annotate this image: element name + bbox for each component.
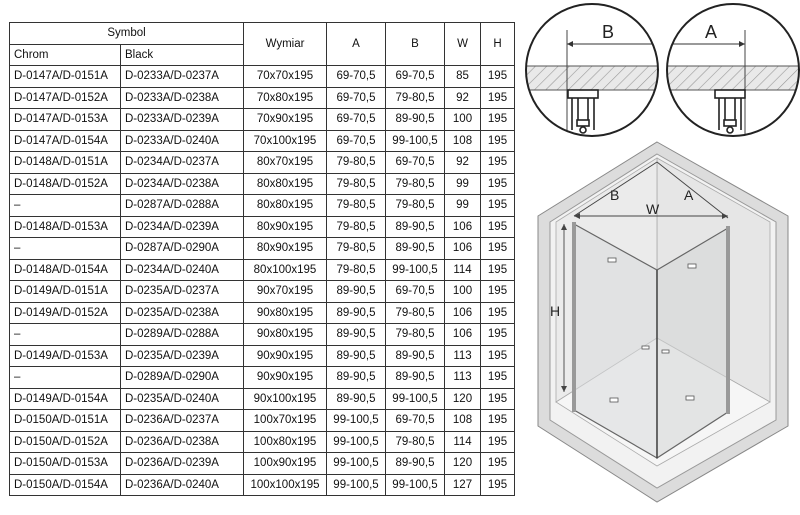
cell-wymiar: 70x90x195 <box>244 109 327 131</box>
cell-chrom: D-0149A/D-0151A <box>10 281 121 303</box>
cell-black: D-0233A/D-0240A <box>121 130 244 152</box>
cell-wymiar: 90x90x195 <box>244 345 327 367</box>
table-row <box>10 173 515 195</box>
cell-black: D-0235A/D-0237A <box>121 281 244 303</box>
cell-h: 195 <box>481 130 515 152</box>
cell-b: 69-70,5 <box>386 410 445 432</box>
cell-a: 79-80,5 <box>327 173 386 195</box>
cell-wymiar: 80x90x195 <box>244 238 327 260</box>
cell-w: 99 <box>445 173 481 195</box>
cell-chrom: D-0150A/D-0151A <box>10 410 121 432</box>
cell-chrom: D-0149A/D-0153A <box>10 345 121 367</box>
cell-h: 195 <box>481 474 515 496</box>
wall-hatch <box>522 66 662 90</box>
table-row <box>10 431 515 453</box>
enclosure-label-h: H <box>550 303 561 319</box>
cell-a: 89-90,5 <box>327 367 386 389</box>
cell-chrom: – <box>10 367 121 389</box>
cell-chrom: D-0149A/D-0152A <box>10 302 121 324</box>
cell-chrom: D-0150A/D-0153A <box>10 453 121 475</box>
cell-b: 99-100,5 <box>386 130 445 152</box>
detail-label-b: B <box>602 22 615 42</box>
cell-wymiar: 100x100x195 <box>244 474 327 496</box>
table-row <box>10 66 515 88</box>
cell-wymiar: 90x100x195 <box>244 388 327 410</box>
cell-black: D-0233A/D-0239A <box>121 109 244 131</box>
cell-h: 195 <box>481 87 515 109</box>
cell-wymiar: 80x100x195 <box>244 259 327 281</box>
table-row <box>10 474 515 496</box>
cell-a: 69-70,5 <box>327 66 386 88</box>
table-row <box>10 130 515 152</box>
header-w: W <box>445 23 481 66</box>
cell-w: 106 <box>445 216 481 238</box>
header-a: A <box>327 23 386 66</box>
cell-w: 106 <box>445 238 481 260</box>
cell-black: D-0287A/D-0290A <box>121 238 244 260</box>
cell-a: 89-90,5 <box>327 324 386 346</box>
cell-a: 69-70,5 <box>327 87 386 109</box>
cell-w: 113 <box>445 367 481 389</box>
cell-chrom: D-0150A/D-0154A <box>10 474 121 496</box>
table-row <box>10 152 515 174</box>
cell-a: 79-80,5 <box>327 259 386 281</box>
cell-h: 195 <box>481 173 515 195</box>
cell-a: 99-100,5 <box>327 410 386 432</box>
cell-wymiar: 80x90x195 <box>244 216 327 238</box>
cell-wymiar: 90x80x195 <box>244 302 327 324</box>
cell-chrom: – <box>10 195 121 217</box>
cell-a: 89-90,5 <box>327 281 386 303</box>
cell-w: 108 <box>445 410 481 432</box>
cell-a: 89-90,5 <box>327 345 386 367</box>
cell-chrom: D-0149A/D-0154A <box>10 388 121 410</box>
cell-wymiar: 80x80x195 <box>244 173 327 195</box>
cell-wymiar: 80x80x195 <box>244 195 327 217</box>
cell-b: 79-80,5 <box>386 302 445 324</box>
cell-h: 195 <box>481 324 515 346</box>
cell-b: 69-70,5 <box>386 281 445 303</box>
cell-b: 89-90,5 <box>386 453 445 475</box>
table-row <box>10 410 515 432</box>
table-row <box>10 195 515 217</box>
cell-a: 79-80,5 <box>327 152 386 174</box>
cell-b: 89-90,5 <box>386 367 445 389</box>
cell-b: 69-70,5 <box>386 66 445 88</box>
cell-wymiar: 90x90x195 <box>244 367 327 389</box>
header-b: B <box>386 23 445 66</box>
cell-h: 195 <box>481 367 515 389</box>
cell-b: 79-80,5 <box>386 195 445 217</box>
table-row <box>10 281 515 303</box>
cell-w: 100 <box>445 109 481 131</box>
cell-chrom: D-0148A/D-0154A <box>10 259 121 281</box>
cell-chrom: – <box>10 324 121 346</box>
cell-h: 195 <box>481 216 515 238</box>
cell-wymiar: 90x80x195 <box>244 324 327 346</box>
cell-a: 89-90,5 <box>327 388 386 410</box>
cell-black: D-0234A/D-0238A <box>121 173 244 195</box>
enclosure-label-a: A <box>684 187 694 203</box>
enclosure-label-w: W <box>646 201 660 217</box>
cell-black: D-0236A/D-0238A <box>121 431 244 453</box>
cell-h: 195 <box>481 259 515 281</box>
cell-black: D-0236A/D-0237A <box>121 410 244 432</box>
cell-h: 195 <box>481 388 515 410</box>
cell-wymiar: 70x80x195 <box>244 87 327 109</box>
cell-a: 69-70,5 <box>327 130 386 152</box>
cell-wymiar: 100x90x195 <box>244 453 327 475</box>
cell-b: 99-100,5 <box>386 259 445 281</box>
cell-b: 99-100,5 <box>386 388 445 410</box>
cell-w: 106 <box>445 302 481 324</box>
cell-chrom: D-0148A/D-0153A <box>10 216 121 238</box>
table-row <box>10 87 515 109</box>
cell-chrom: D-0147A/D-0151A <box>10 66 121 88</box>
table-row <box>10 324 515 346</box>
cell-a: 69-70,5 <box>327 109 386 131</box>
cell-black: D-0233A/D-0237A <box>121 66 244 88</box>
cell-h: 195 <box>481 410 515 432</box>
cell-chrom: D-0148A/D-0151A <box>10 152 121 174</box>
wall-profile-right <box>726 226 730 414</box>
cell-b: 69-70,5 <box>386 152 445 174</box>
cell-black: D-0235A/D-0239A <box>121 345 244 367</box>
cell-b: 79-80,5 <box>386 431 445 453</box>
table-body <box>10 66 515 496</box>
cell-black: D-0287A/D-0288A <box>121 195 244 217</box>
cell-h: 195 <box>481 109 515 131</box>
cell-w: 92 <box>445 152 481 174</box>
cell-h: 195 <box>481 431 515 453</box>
table-row <box>10 453 515 475</box>
wall-profile-left <box>572 222 576 412</box>
cell-chrom: – <box>10 238 121 260</box>
wall-hatch <box>663 66 800 90</box>
table-row <box>10 367 515 389</box>
profile-detail-a <box>663 0 800 140</box>
cell-w: 106 <box>445 324 481 346</box>
cell-wymiar: 70x70x195 <box>244 66 327 88</box>
cell-chrom: D-0147A/D-0152A <box>10 87 121 109</box>
cell-a: 99-100,5 <box>327 474 386 496</box>
table-row <box>10 216 515 238</box>
cell-w: 85 <box>445 66 481 88</box>
cell-h: 195 <box>481 302 515 324</box>
table-row <box>10 109 515 131</box>
cell-a: 79-80,5 <box>327 216 386 238</box>
cell-a: 99-100,5 <box>327 453 386 475</box>
header-chrom: Chrom <box>10 44 121 66</box>
table-row <box>10 388 515 410</box>
header-symbol: Symbol <box>10 23 244 45</box>
cell-wymiar: 80x70x195 <box>244 152 327 174</box>
table-row <box>10 302 515 324</box>
cell-wymiar: 100x70x195 <box>244 410 327 432</box>
cell-b: 79-80,5 <box>386 324 445 346</box>
cell-chrom: D-0147A/D-0153A <box>10 109 121 131</box>
cell-w: 99 <box>445 195 481 217</box>
cell-w: 127 <box>445 474 481 496</box>
cell-b: 89-90,5 <box>386 238 445 260</box>
enclosure-label-b: B <box>610 187 620 203</box>
cell-b: 89-90,5 <box>386 216 445 238</box>
cell-b: 89-90,5 <box>386 109 445 131</box>
table-row <box>10 259 515 281</box>
cell-w: 114 <box>445 431 481 453</box>
enclosure-drawing <box>530 140 795 512</box>
cell-a: 89-90,5 <box>327 302 386 324</box>
cell-black: D-0289A/D-0288A <box>121 324 244 346</box>
header-h: H <box>481 23 515 66</box>
cell-black: D-0234A/D-0239A <box>121 216 244 238</box>
cell-black: D-0235A/D-0240A <box>121 388 244 410</box>
table-row <box>10 345 515 367</box>
cell-chrom: D-0150A/D-0152A <box>10 431 121 453</box>
cell-black: D-0236A/D-0240A <box>121 474 244 496</box>
cell-wymiar: 90x70x195 <box>244 281 327 303</box>
cell-a: 99-100,5 <box>327 431 386 453</box>
cell-h: 195 <box>481 453 515 475</box>
cell-a: 79-80,5 <box>327 238 386 260</box>
cell-black: D-0234A/D-0240A <box>121 259 244 281</box>
cell-black: D-0233A/D-0238A <box>121 87 244 109</box>
cell-b: 89-90,5 <box>386 345 445 367</box>
cell-w: 120 <box>445 453 481 475</box>
cell-h: 195 <box>481 152 515 174</box>
header-black: Black <box>121 44 244 66</box>
cell-black: D-0234A/D-0237A <box>121 152 244 174</box>
detail-label-a: A <box>705 22 718 42</box>
cell-h: 195 <box>481 195 515 217</box>
cell-wymiar: 70x100x195 <box>244 130 327 152</box>
cell-a: 79-80,5 <box>327 195 386 217</box>
cell-w: 100 <box>445 281 481 303</box>
cell-w: 108 <box>445 130 481 152</box>
profile-detail-b <box>522 0 662 140</box>
cell-h: 195 <box>481 66 515 88</box>
table-row <box>10 238 515 260</box>
cell-black: D-0235A/D-0238A <box>121 302 244 324</box>
cell-h: 195 <box>481 345 515 367</box>
cell-b: 99-100,5 <box>386 474 445 496</box>
cell-w: 113 <box>445 345 481 367</box>
cell-w: 92 <box>445 87 481 109</box>
cell-b: 79-80,5 <box>386 87 445 109</box>
cell-black: D-0236A/D-0239A <box>121 453 244 475</box>
cell-w: 120 <box>445 388 481 410</box>
cell-wymiar: 100x80x195 <box>244 431 327 453</box>
cell-chrom: D-0148A/D-0152A <box>10 173 121 195</box>
header-wymiar: Wymiar <box>244 23 327 66</box>
cell-h: 195 <box>481 281 515 303</box>
cell-black: D-0289A/D-0290A <box>121 367 244 389</box>
cell-chrom: D-0147A/D-0154A <box>10 130 121 152</box>
cell-b: 79-80,5 <box>386 173 445 195</box>
cell-w: 114 <box>445 259 481 281</box>
dimensions-table <box>9 22 515 496</box>
cell-h: 195 <box>481 238 515 260</box>
